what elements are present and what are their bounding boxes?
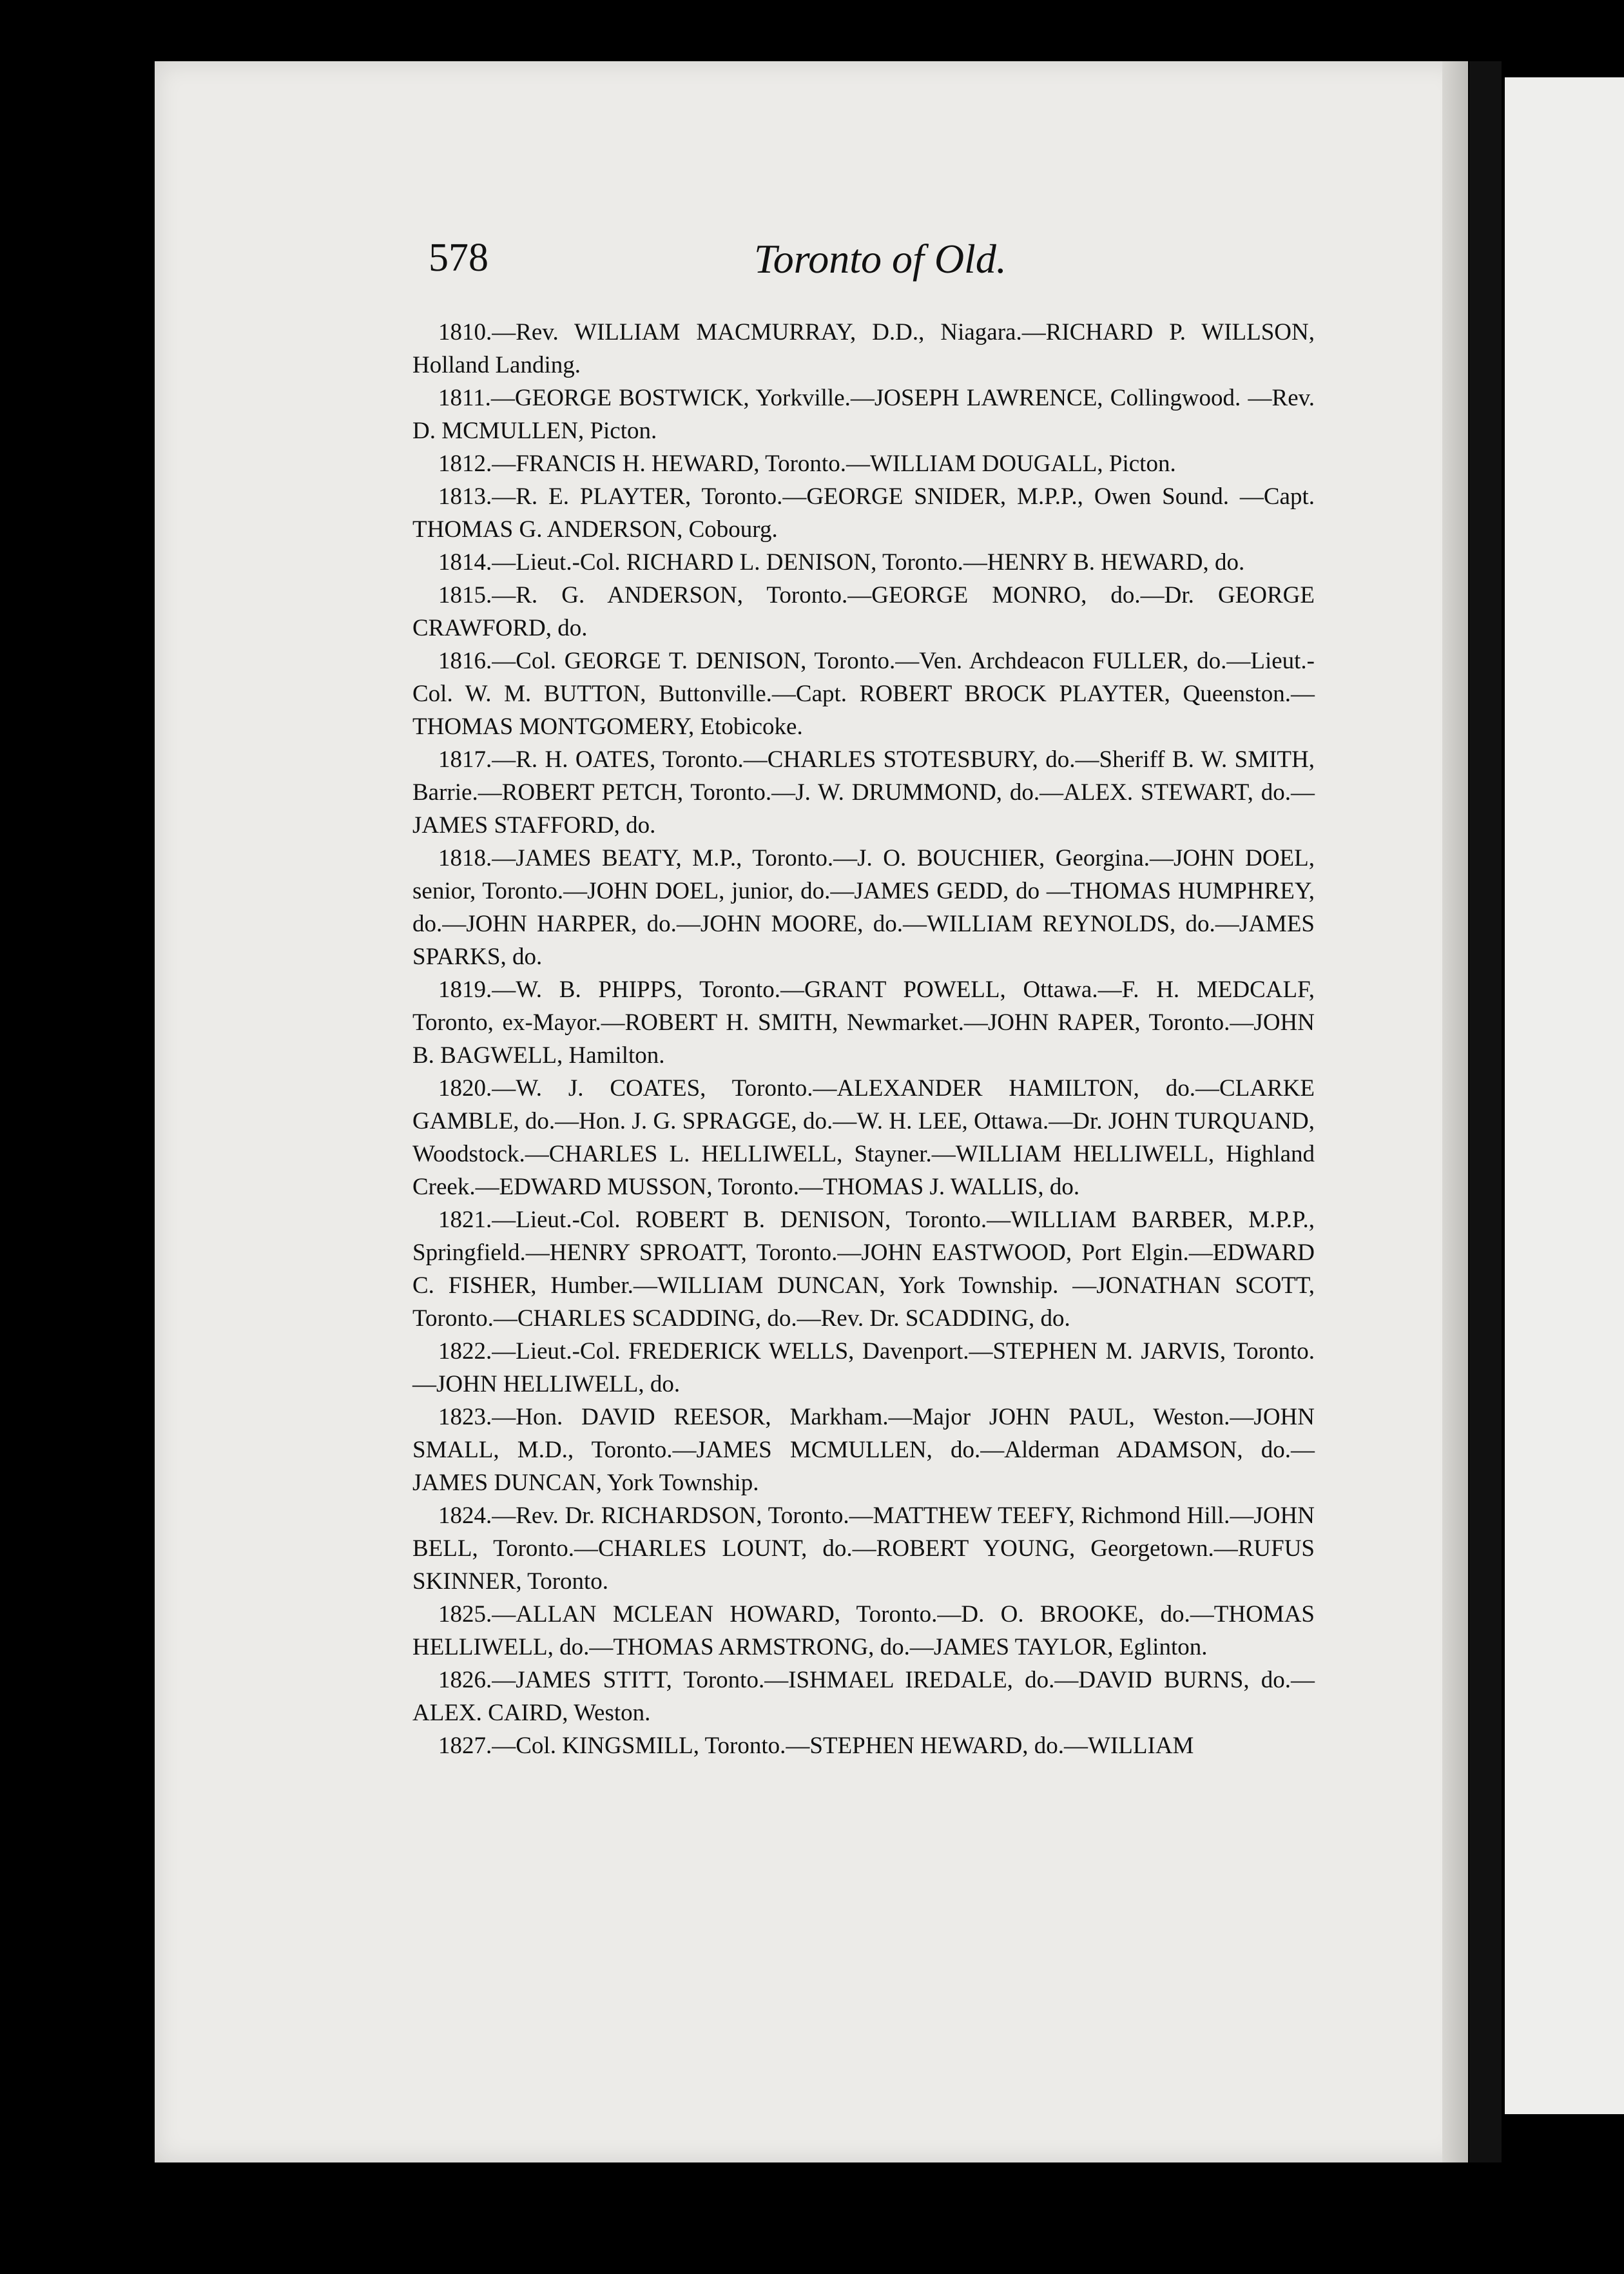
page-edge xyxy=(1442,61,1468,2162)
entry-1816: 1816.—Col. GEORGE T. DENISON, Toronto.—Ven. Archdeacon FULLER, do.—Lieut.-Col. W. M. BUTTON, Buttonville.—Capt. ROBERT BROCK PLAYTER, Queenston.—THOMAS MONTGOMERY, Etobicoke. xyxy=(412,648,1315,740)
entry-1810: 1810.—Rev. WILLIAM MACMURRAY, D.D., Niagara.—RICHARD P. WILLSON, Holland Landing. xyxy=(412,319,1315,378)
entry-1818: 1818.—JAMES BEATY, M.P., Toronto.—J. O. BOUCHIER, Georgina.—JOHN DOEL, senior, Toronto.—JOHN DOEL, junior, do.—JAMES GEDD, do —THOMAS HUMPHREY, do.—JOHN HARPER, do.—JOHN MOORE, do.—WILLIAM REYNOLDS, do.—JAMES SPARKS, do. xyxy=(412,845,1315,970)
facing-page-edge xyxy=(1505,77,1624,2114)
entry-1811: 1811.—GEORGE BOSTWICK, Yorkville.—JOSEPH LAWRENCE, Collingwood. —Rev. D. MCMULLEN, Picton. xyxy=(412,385,1315,444)
entry-1814: 1814.—Lieut.-Col. RICHARD L. DENISON, Toronto.—HENRY B. HEWARD, do. xyxy=(438,549,1245,576)
entry-1812: 1812.—FRANCIS H. HEWARD, Toronto.—WILLIAM DOUGALL, Picton. xyxy=(438,451,1176,477)
entry-1825: 1825.—ALLAN MCLEAN HOWARD, Toronto.—D. O. BROOKE, do.—THOMAS HELLIWELL, do.—THOMAS ARMSTRONG, do.—JAMES TAYLOR, Eglinton. xyxy=(412,1601,1315,1660)
text-block xyxy=(412,316,1315,1762)
entry-1822: 1822.—Lieut.-Col. FREDERICK WELLS, Davenport.—STEPHEN M. JARVIS, Toronto.—JOHN HELLIWELL, do. xyxy=(412,1338,1315,1397)
entry-1827: 1827.—Col. KINGSMILL, Toronto.—STEPHEN HEWARD, do.—WILLIAM xyxy=(438,1733,1194,1759)
entry-1815: 1815.—R. G. ANDERSON, Toronto.—GEORGE MONRO, do.—Dr. GEORGE CRAWFORD, do. xyxy=(412,582,1315,641)
entry-1826: 1826.—JAMES STITT, Toronto.—ISHMAEL IREDALE, do.—DAVID BURNS, do.—ALEX. CAIRD, Weston. xyxy=(412,1667,1315,1726)
entry-1819: 1819.—W. B. PHIPPS, Toronto.—GRANT POWELL, Ottawa.—F. H. MEDCALF, Toronto, ex-Mayor.—ROBERT H. SMITH, Newmarket.—JOHN RAPER, Toronto.—JOHN B. BAGWELL, Hamilton. xyxy=(412,977,1315,1069)
running-title: Toronto of Old. xyxy=(754,236,1007,282)
entry-1813: 1813.—R. E. PLAYTER, Toronto.—GEORGE SNIDER, M.P.P., Owen Sound. —Capt. THOMAS G. ANDERSON, Cobourg. xyxy=(412,483,1315,543)
entry-1823: 1823.—Hon. DAVID REESOR, Markham.—Major JOHN PAUL, Weston.—JOHN SMALL, M.D., Toronto.—JAMES MCMULLEN, do.—Alderman ADAMSON, do.—JAMES DUNCAN, York Township. xyxy=(412,1404,1315,1496)
entry-1817: 1817.—R. H. OATES, Toronto.—CHARLES STOTESBURY, do.—Sheriff B. W. SMITH, Barrie.—ROBERT PETCH, Toronto.—J. W. DRUMMOND, do.—ALEX. STEWART, do.—JAMES STAFFORD, do. xyxy=(412,746,1315,839)
entry-1824: 1824.—Rev. Dr. RICHARDSON, Toronto.—MATTHEW TEEFY, Richmond Hill.—JOHN BELL, Toronto.—CHARLES LOUNT, do.—ROBERT YOUNG, Georgetown.—RUFUS SKINNER, Toronto. xyxy=(412,1502,1315,1595)
entry-1821: 1821.—Lieut.-Col. ROBERT B. DENISON, Toronto.—WILLIAM BARBER, M.P.P., Springfield.—HENRY SPROATT, Toronto.—JOHN EASTWOOD, Port Elgin.—EDWARD C. FISHER, Humber.—WILLIAM DUNCAN, York Township. —JONATHAN SCOTT, Toronto.—CHARLES SCADDING, do.—Rev. Dr. SCADDING, do. xyxy=(412,1207,1315,1332)
page-number: 578 xyxy=(429,236,488,280)
running-head xyxy=(429,235,1315,287)
entry-1820: 1820.—W. J. COATES, Toronto.—ALEXANDER HAMILTON, do.—CLARKE GAMBLE, do.—Hon. J. G. SPRAGGE, do.—W. H. LEE, Ottawa.—Dr. JOHN TURQUAND, Woodstock.—CHARLES L. HELLIWELL, Stayner.—WILLIAM HELLIWELL, Highland Creek.—EDWARD MUSSON, Toronto.—THOMAS J. WALLIS, do. xyxy=(412,1075,1315,1200)
book-spine xyxy=(1469,61,1502,2162)
